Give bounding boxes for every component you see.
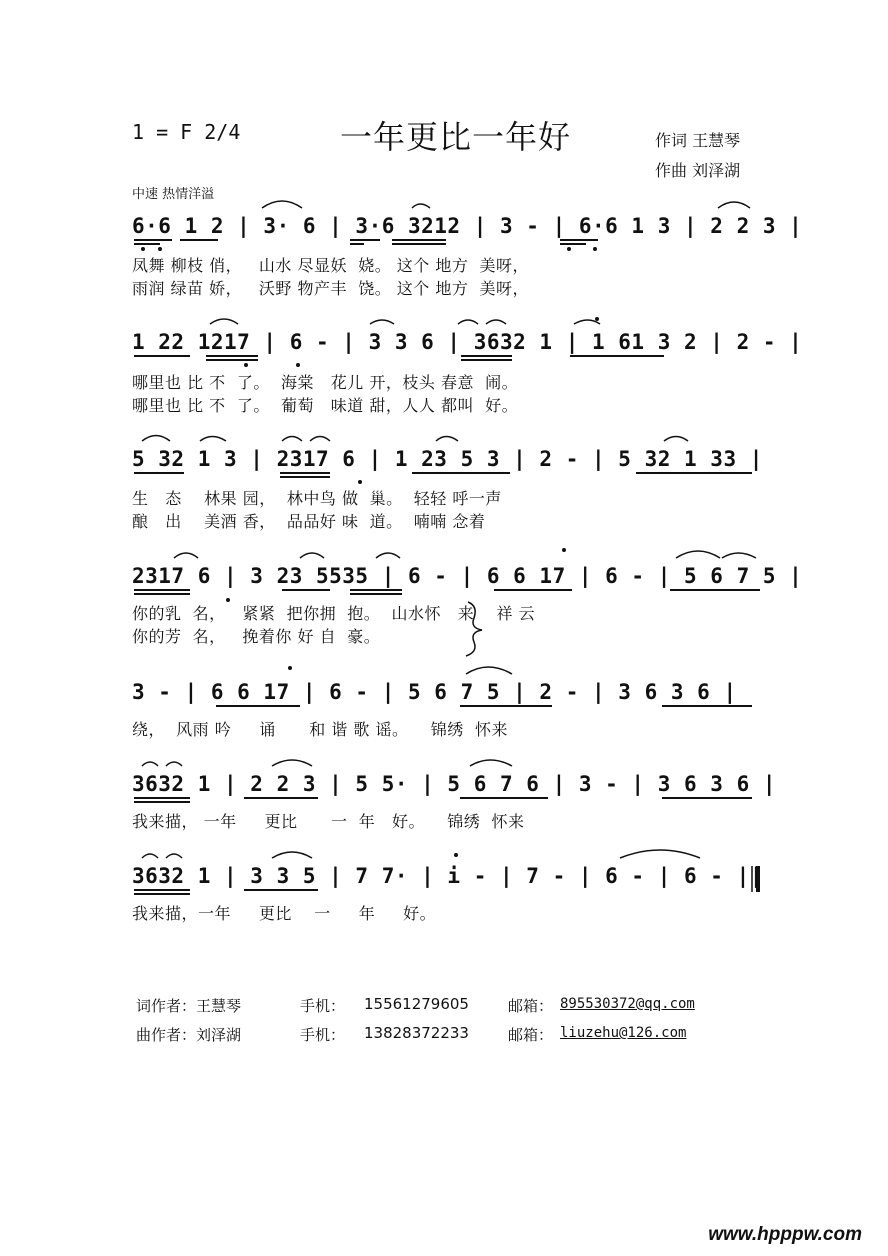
- lyrics-system-4-verse-1: 你的乳 名， 紧紧 把你拥 抱。 山水怀 来 祥 云: [132, 604, 536, 623]
- lyrics-system-3-verse-1: 生 态 林果 园， 林中鸟 做 巢。 轻轻 呼一声: [132, 489, 502, 508]
- lyrics-system-2-verse-2: 哪里也 比 不 了。 葡萄 味道 甜，人人 都叫 好。: [132, 396, 519, 415]
- lyricist-phone-label: 手机：: [300, 997, 346, 1015]
- lyrics-system-2-verse-1: 哪里也 比 不 了。 海棠 花儿 开，枝头 春意 闹。: [132, 373, 519, 392]
- lyricist-email-link[interactable]: 895530372@qq.com: [560, 996, 695, 1012]
- notation-system-2: 1 22 1217 | 6 - | 3 3 6 | 3632 1 | 1 61 3 2 | 2 - |: [132, 330, 803, 354]
- octave-dots: [141, 247, 599, 857]
- composer-email-label: 邮箱：: [508, 1026, 554, 1044]
- final-double-bar: [752, 866, 758, 892]
- lyricist-email-label: 邮箱：: [508, 997, 554, 1015]
- tempo-marking: 中速 热情洋溢: [132, 187, 215, 202]
- lyrics-system-1-verse-1: 凤舞 柳枝 俏， 山水 尽显妖 娆。 这个 地方 美呀，: [132, 256, 530, 275]
- notation-system-7: 3632 1 | 3 3 5 | 7 7· | i - | 7 - | 6 - | 6 - ||: [132, 864, 763, 888]
- notation-system-5: 3 - | 6 6 17 | 6 - | 5 6 7 5 | 2 - | 3 6 3 6 |: [132, 680, 737, 704]
- composer-email-link[interactable]: liuzehu@126.com: [560, 1025, 687, 1041]
- composer-name: 曲作者：刘泽湖: [136, 1026, 242, 1044]
- song-title: 一年更比一年好: [340, 118, 572, 156]
- lyrics-system-5: 绕， 风雨 吟 诵 和 谐 歌 谣。 锦绣 怀来: [132, 720, 508, 739]
- lyrics-system-3-verse-2: 酿 出 美酒 香， 品品好 味 道。 喃喃 念着: [132, 512, 486, 531]
- site-watermark: www.hpppw.com: [708, 1224, 862, 1245]
- lyricist-name: 词作者：王慧琴: [136, 997, 242, 1015]
- notation-system-4: 2317 6 | 3 23 5535 | 6 - | 6 6 17 | 6 - | 5 6 7 5 |: [132, 564, 803, 588]
- lyrics-system-4-verse-2: 你的芳 名， 挽着你 好 自 豪。: [132, 627, 381, 646]
- lyrics-system-1-verse-2: 雨润 绿苗 娇， 沃野 物产丰 饶。 这个 地方 美呀，: [132, 279, 530, 298]
- key-signature: 1 = F 2/4: [132, 120, 241, 144]
- composer-phone: 13828372233: [364, 1024, 469, 1042]
- lyricist-credit: 作词 王慧琴: [655, 131, 741, 150]
- slurs: [142, 201, 756, 858]
- lyricist-phone: 15561279605: [364, 995, 469, 1013]
- rhythm-underlines: [134, 240, 760, 894]
- lyrics-system-6: 我来描， 一年 更比 一 年 好。 锦绣 怀来: [132, 812, 525, 831]
- notation-system-3: 5 32 1 3 | 2317 6 | 1 23 5 3 | 2 - | 5 32 1 33 |: [132, 447, 763, 471]
- notation-system-6: 3632 1 | 2 2 3 | 5 5· | 5 6 7 6 | 3 - | 3 6 3 6 |: [132, 772, 777, 796]
- lyrics-system-7: 我来描，一年 更比 一 年 好。: [132, 904, 437, 923]
- verse-brace: [466, 602, 482, 656]
- composer-credit: 作曲 刘泽湖: [655, 161, 741, 180]
- composer-phone-label: 手机：: [300, 1026, 346, 1044]
- notation-system-1: 6·6 1 2 | 3· 6 | 3·6 3212 | 3 - | 6·6 1 3 | 2 2 3 |: [132, 214, 803, 238]
